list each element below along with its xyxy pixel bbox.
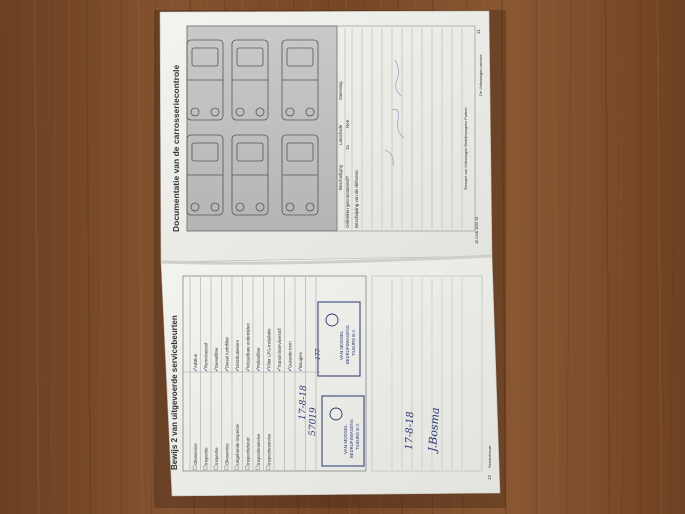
check-mark-icon: ✓ — [277, 366, 283, 372]
service-item-left: Inspectiebeurt — [245, 437, 251, 465]
form-option-2: Lakschade — [338, 124, 343, 145]
top-page-number: 11 — [476, 29, 481, 34]
service-item-right: Remvloeistof — [203, 342, 209, 368]
service-item-left: Uitgebreide inspectie — [235, 423, 240, 465]
service-item-right: Pollenfilter — [256, 347, 261, 368]
check-mark-icon: ✓ — [298, 366, 304, 372]
stamp1-line3: TILBURG B.V. — [351, 329, 356, 356]
stamp-partner-label: Stempel van Volkswagen Bedrijfswagens Partner — [464, 107, 468, 190]
top-page-code: 2E.0.BB.1000.19 — [475, 216, 479, 244]
check-mark-icon: ✓ — [214, 366, 220, 372]
handwritten-date: 17-8-18 — [298, 385, 310, 421]
service-item-left: Inspectieservice — [266, 433, 272, 465]
form-no: Nee — [345, 119, 350, 128]
check-mark-icon: ✓ — [256, 366, 262, 372]
bottom-page-footer: Servicebeurt — [487, 445, 492, 468]
service-item-left: Inspectie — [214, 447, 219, 465]
service-item-right: AdBlue — [193, 353, 198, 368]
service-item-right: Getande riem — [287, 341, 293, 368]
service-item-right: Transmissievloeistof — [277, 328, 282, 368]
check-mark-icon: ✓ — [235, 366, 241, 372]
stamp2-line2: BEDRIJFSWAGENS — [349, 419, 354, 458]
top-page-footer: De Volkswagen-service — [478, 54, 483, 96]
form-description-question: Beschrijving van de defecten: — [354, 169, 359, 228]
stamp2-line3: TILBURG B.V. — [355, 423, 360, 450]
service-item-left: Olieservice — [193, 443, 198, 465]
handwritten-mileage: 57019 — [308, 407, 319, 437]
check-mark-icon: ✓ — [193, 366, 199, 372]
form-option-3: Steenslag — [338, 81, 343, 100]
form-damage-question: Gebreken geconstateerd? — [345, 175, 350, 228]
handwritten-stamp-number: 177 — [315, 348, 322, 360]
check-mark-icon: ✓ — [245, 366, 252, 372]
stamp2-line1: VAN MOSSEL — [343, 424, 348, 454]
service-item-right: Filter LPG-installatie — [266, 328, 272, 368]
vehicle-diagram — [187, 26, 337, 231]
service-item-right: Wisselbare onderdelen — [245, 323, 251, 368]
stamp1-line2: BEDRIJFSWAGENS — [345, 325, 350, 364]
service-item-right: Distributieriem — [235, 339, 240, 368]
bottom-page-number: 12 — [487, 474, 492, 480]
check-mark-icon: ✓ — [287, 366, 294, 372]
service-item-right: Bougies — [298, 352, 303, 368]
check-mark-icon: ✓ — [266, 366, 273, 372]
service-item-left: Olieservice — [224, 443, 230, 465]
service-item-right: Diesel luchtfilter — [224, 337, 230, 368]
form-option-1: Beschadiging — [338, 164, 343, 190]
handwritten-date-2: 17-8-18 — [404, 411, 417, 451]
inspection-title: Documentatie van de carrosseriecontrole — [171, 64, 181, 232]
form-yes: Ja — [345, 145, 350, 150]
service-item-left: Inspectieservice — [256, 433, 261, 465]
check-mark-icon: ✓ — [224, 366, 231, 372]
service-item-left: Inspectie — [203, 447, 209, 465]
stamp1-line1: VAN MOSSEL — [339, 330, 344, 360]
service-item-right: Dieselfilter — [214, 347, 219, 368]
check-mark-icon: ✓ — [203, 366, 210, 372]
service-proof-title: Bewijs 2 van uitgevoerde servicebeurten — [170, 315, 179, 470]
handwritten-signature: J.Bosma — [426, 407, 443, 453]
